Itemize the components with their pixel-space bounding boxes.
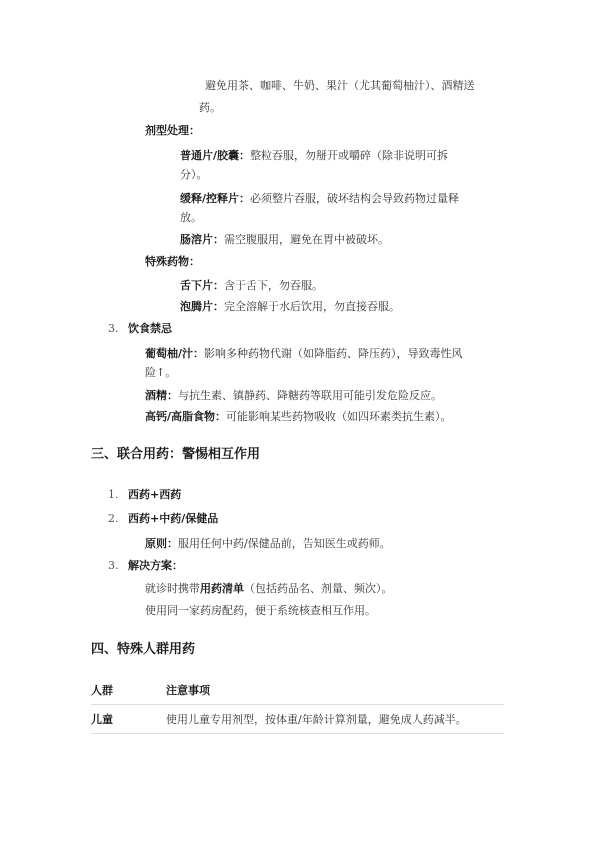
continued-text-line: 药。 (199, 101, 221, 114)
dosage-heading: 剂型处理： (145, 124, 200, 137)
dosage-item-text: 需空腹服用，避免在胃中被破坏。 (224, 233, 389, 246)
principle-text: 原则：服用任何中药/保健品前，告知医生或药师。 (145, 537, 391, 550)
continued-text-line: 避免用茶、咖啡、牛奶、果汁（尤其葡萄柚汁）、酒精送 (205, 79, 475, 92)
solution-label: 解决方案： (128, 559, 183, 572)
section-title: 四、特殊人群用药 (91, 642, 196, 657)
dosage-item-label: 普通片/胶囊： (180, 149, 251, 162)
table-header-group: 人群 (91, 684, 113, 697)
special-drugs-heading: 特殊药物： (145, 255, 200, 268)
diet-item-continuation: 险↑。 (145, 366, 177, 379)
diet-item-text: 影响多种药物代谢（如降脂药、降压药），导致毒性风 (204, 347, 463, 360)
medication-list-term: 用药清单 (200, 582, 244, 595)
diet-item (145, 407, 452, 426)
dosage-item (180, 230, 389, 249)
dosage-item (180, 146, 448, 165)
dosage-item-text: 整粒吞服，勿掰开或嚼碎（除非说明可拆 (250, 149, 449, 162)
table-cell-note: 使用儿童专用剂型，按体重/年龄计算剂量，避免成人药减半。 (166, 713, 467, 726)
table-cell-group: 儿童 (91, 713, 113, 726)
dosage-item (180, 189, 459, 208)
table-header-divider (91, 704, 504, 705)
special-drug-text: 完全溶解于水后饮用，勿直接吞服。 (224, 300, 400, 313)
table-row-divider (91, 733, 504, 734)
solution-line: 使用同一家药房配药，便于系统核查相互作用。 (145, 604, 376, 617)
diet-heading: 饮食禁忌 (128, 322, 172, 335)
interaction-label: 西药+中药/保健品 (128, 512, 219, 525)
list-number: 2. (108, 512, 119, 525)
interaction-list-item (108, 485, 181, 504)
dosage-item-continuation: 分）。 (180, 168, 208, 181)
principle-label: 原则： (145, 537, 178, 550)
special-drug-label: 泡腾片： (180, 300, 224, 313)
list-number: 3. (108, 559, 119, 572)
solution-line: 就诊时携带用药清单（包括药品名、剂量、频次）。 (145, 582, 393, 595)
dosage-item-label: 肠溶片： (180, 233, 224, 246)
dosage-item-text: 必须整片吞服，破坏结构会导致药物过量释 (250, 192, 460, 205)
diet-list-item (108, 319, 172, 338)
interaction-list-item (108, 509, 218, 528)
diet-item (145, 344, 463, 363)
section-title: 三、联合用药：警惕相互作用 (91, 447, 261, 462)
interaction-label: 西药+西药 (128, 488, 182, 501)
list-number: 3. (108, 322, 119, 335)
special-drug-item (180, 276, 323, 295)
diet-item-text: 与抗生素、镇静药、降糖药等联用可能引发危险反应。 (178, 389, 442, 402)
dosage-item-continuation: 放。 (180, 211, 202, 224)
solution-list-item (108, 556, 183, 575)
special-drug-item (180, 297, 400, 316)
list-number: 1. (108, 488, 119, 501)
special-drug-label: 舌下片： (180, 279, 224, 292)
diet-item (145, 386, 442, 405)
diet-item-label: 高钙/高脂食物： (145, 410, 227, 423)
diet-item-label: 葡萄柚/汁： (145, 347, 205, 360)
diet-item-text: 可能影响某些药物吸收（如四环素类抗生素）。 (226, 410, 452, 423)
diet-item-label: 酒精： (145, 389, 178, 402)
table-header-notes: 注意事项 (166, 684, 210, 697)
special-drug-text: 含于舌下，勿吞服。 (224, 279, 323, 292)
dosage-item-label: 缓释/控释片： (180, 192, 251, 205)
